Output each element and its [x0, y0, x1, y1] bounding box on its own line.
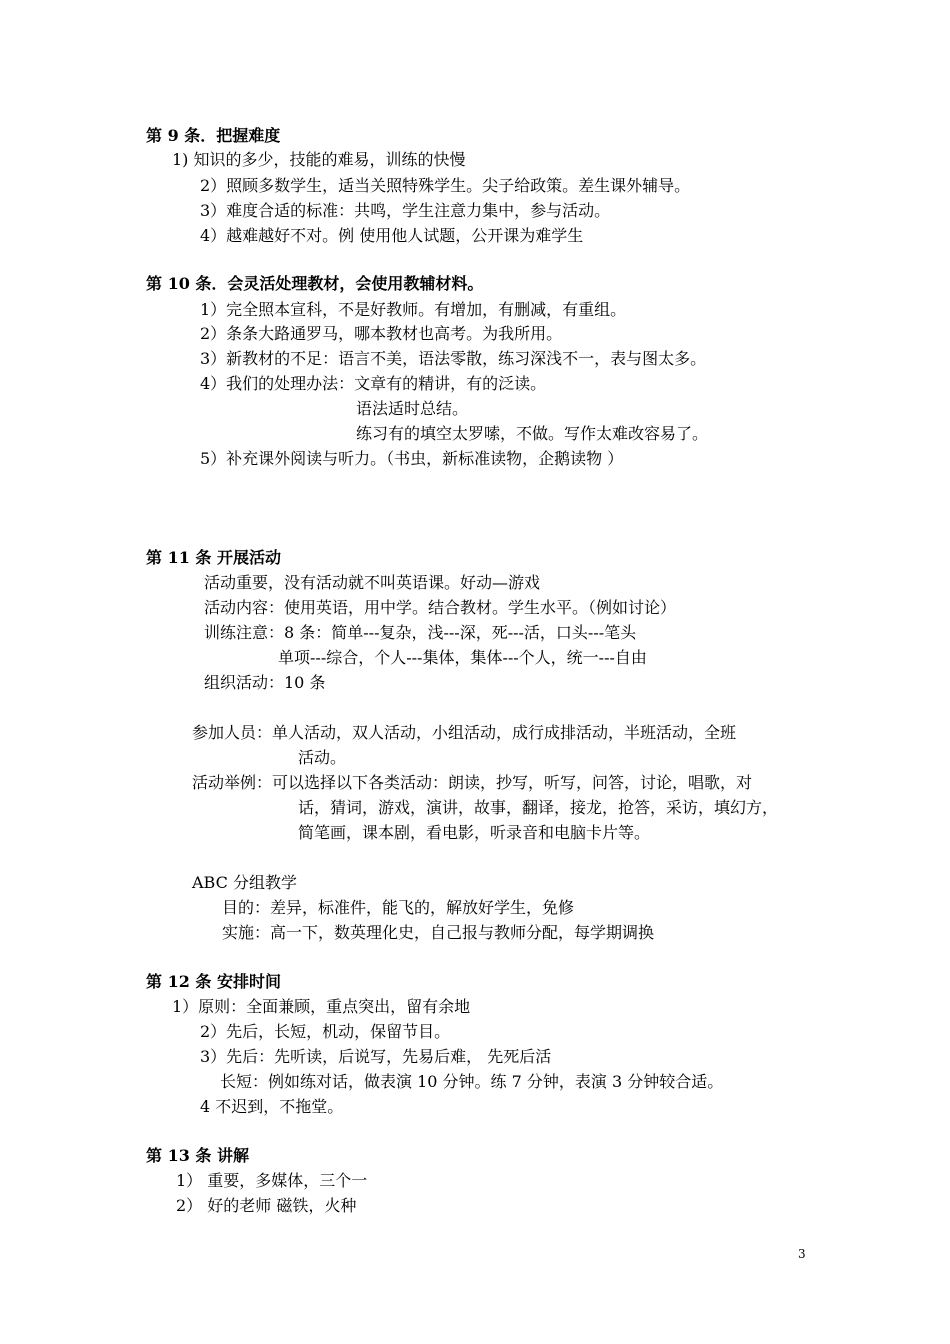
s11-examples: 活动举例：可以选择以下各类活动：朗读，抄写，听写，问答，讨论，唱歌，对 [192, 773, 753, 792]
s9-line-1: 1) 知识的多少，技能的难易，训练的快慢 [172, 150, 466, 169]
s12-line-1: 1）原则：全面兼顾，重点突出，留有余地 [172, 997, 471, 1016]
s10-line-4b: 语法适时总结。 [356, 399, 469, 418]
s11-abc-implement: 实施：高一下，数英理化史，自己报与教师分配，每学期调换 [222, 923, 655, 942]
s11-examples-cont-2: 简笔画，课本剧，看电影，听录音和电脑卡片等。 [298, 823, 651, 842]
section-12-title: 第 12 条 安排时间 [146, 972, 281, 991]
s11-line-3: 训练注意：8 条：简单---复杂，浅---深，死---活，口头---笔头 [204, 623, 637, 642]
s11-abc-purpose: 目的：差异，标准件，能飞的，解放好学生，免修 [222, 898, 575, 917]
s11-line-3b: 单项---综合，个人---集体，集体---个人，统一---自由 [278, 648, 647, 667]
s10-line-1: 1）完全照本宣科，不是好教师。有增加，有删减，有重组。 [200, 300, 627, 319]
s11-line-4: 组织活动：10 条 [204, 673, 326, 692]
page-number: 3 [798, 1247, 806, 1261]
s11-participants: 参加人员：单人活动，双人活动，小组活动，成行成排活动，半班活动，全班 [192, 723, 737, 742]
s11-abc-title: ABC 分组教学 [192, 873, 297, 892]
section-11-title: 第 11 条 开展活动 [146, 548, 281, 567]
s12-line-2: 2）先后，长短，机动，保留节目。 [200, 1022, 451, 1041]
s10-line-4: 4）我们的处理办法：文章有的精讲，有的泛读。 [200, 374, 547, 393]
s12-line-3: 3）先后：先听读，后说写，先易后难， 先死后活 [200, 1047, 552, 1066]
section-9-title: 第 9 条．把握难度 [146, 126, 281, 145]
s10-line-3: 3）新教材的不足：语言不美，语法零散，练习深浅不一，表与图太多。 [200, 349, 707, 368]
s10-line-2: 2）条条大路通罗马，哪本教材也高考。为我所用。 [200, 324, 563, 343]
s12-line-3b: 长短：例如练对话，做表演 10 分钟。练 7 分钟，表演 3 分钟较合适。 [220, 1072, 724, 1091]
s12-line-4: 4 不迟到，不拖堂。 [200, 1097, 344, 1116]
s11-participants-cont: 活动。 [298, 748, 347, 767]
s13-line-2: 2） 好的老师 磁铁，火种 [176, 1196, 357, 1215]
section-10-title: 第 10 条．会灵活处理教材，会使用教辅材料。 [146, 274, 484, 293]
s9-line-4: 4）越难越好不对。例 使用他人试题，公开课为难学生 [200, 226, 584, 245]
s10-line-4c: 练习有的填空太罗嗦，不做。写作太难改容易了。 [356, 424, 709, 443]
section-13-title: 第 13 条 讲解 [146, 1146, 249, 1165]
s11-examples-cont-1: 话，猜词，游戏，演讲，故事，翻译，接龙，抢答，采访，填幻方， [298, 798, 779, 817]
s13-line-1: 1） 重要，多媒体，三个一 [176, 1171, 368, 1190]
s10-line-5: 5）补充课外阅读与听力。（书虫，新标准读物，企鹅读物 ） [200, 449, 624, 468]
s9-line-2: 2）照顾多数学生，适当关照特殊学生。尖子给政策。差生课外辅导。 [200, 176, 691, 195]
s11-line-1: 活动重要，没有活动就不叫英语课。好动—游戏 [204, 573, 541, 592]
s9-line-3: 3）难度合适的标准：共鸣，学生注意力集中，参与活动。 [200, 201, 611, 220]
s11-line-2: 活动内容：使用英语，用中学。结合教材。学生水平。（例如讨论） [204, 598, 677, 617]
